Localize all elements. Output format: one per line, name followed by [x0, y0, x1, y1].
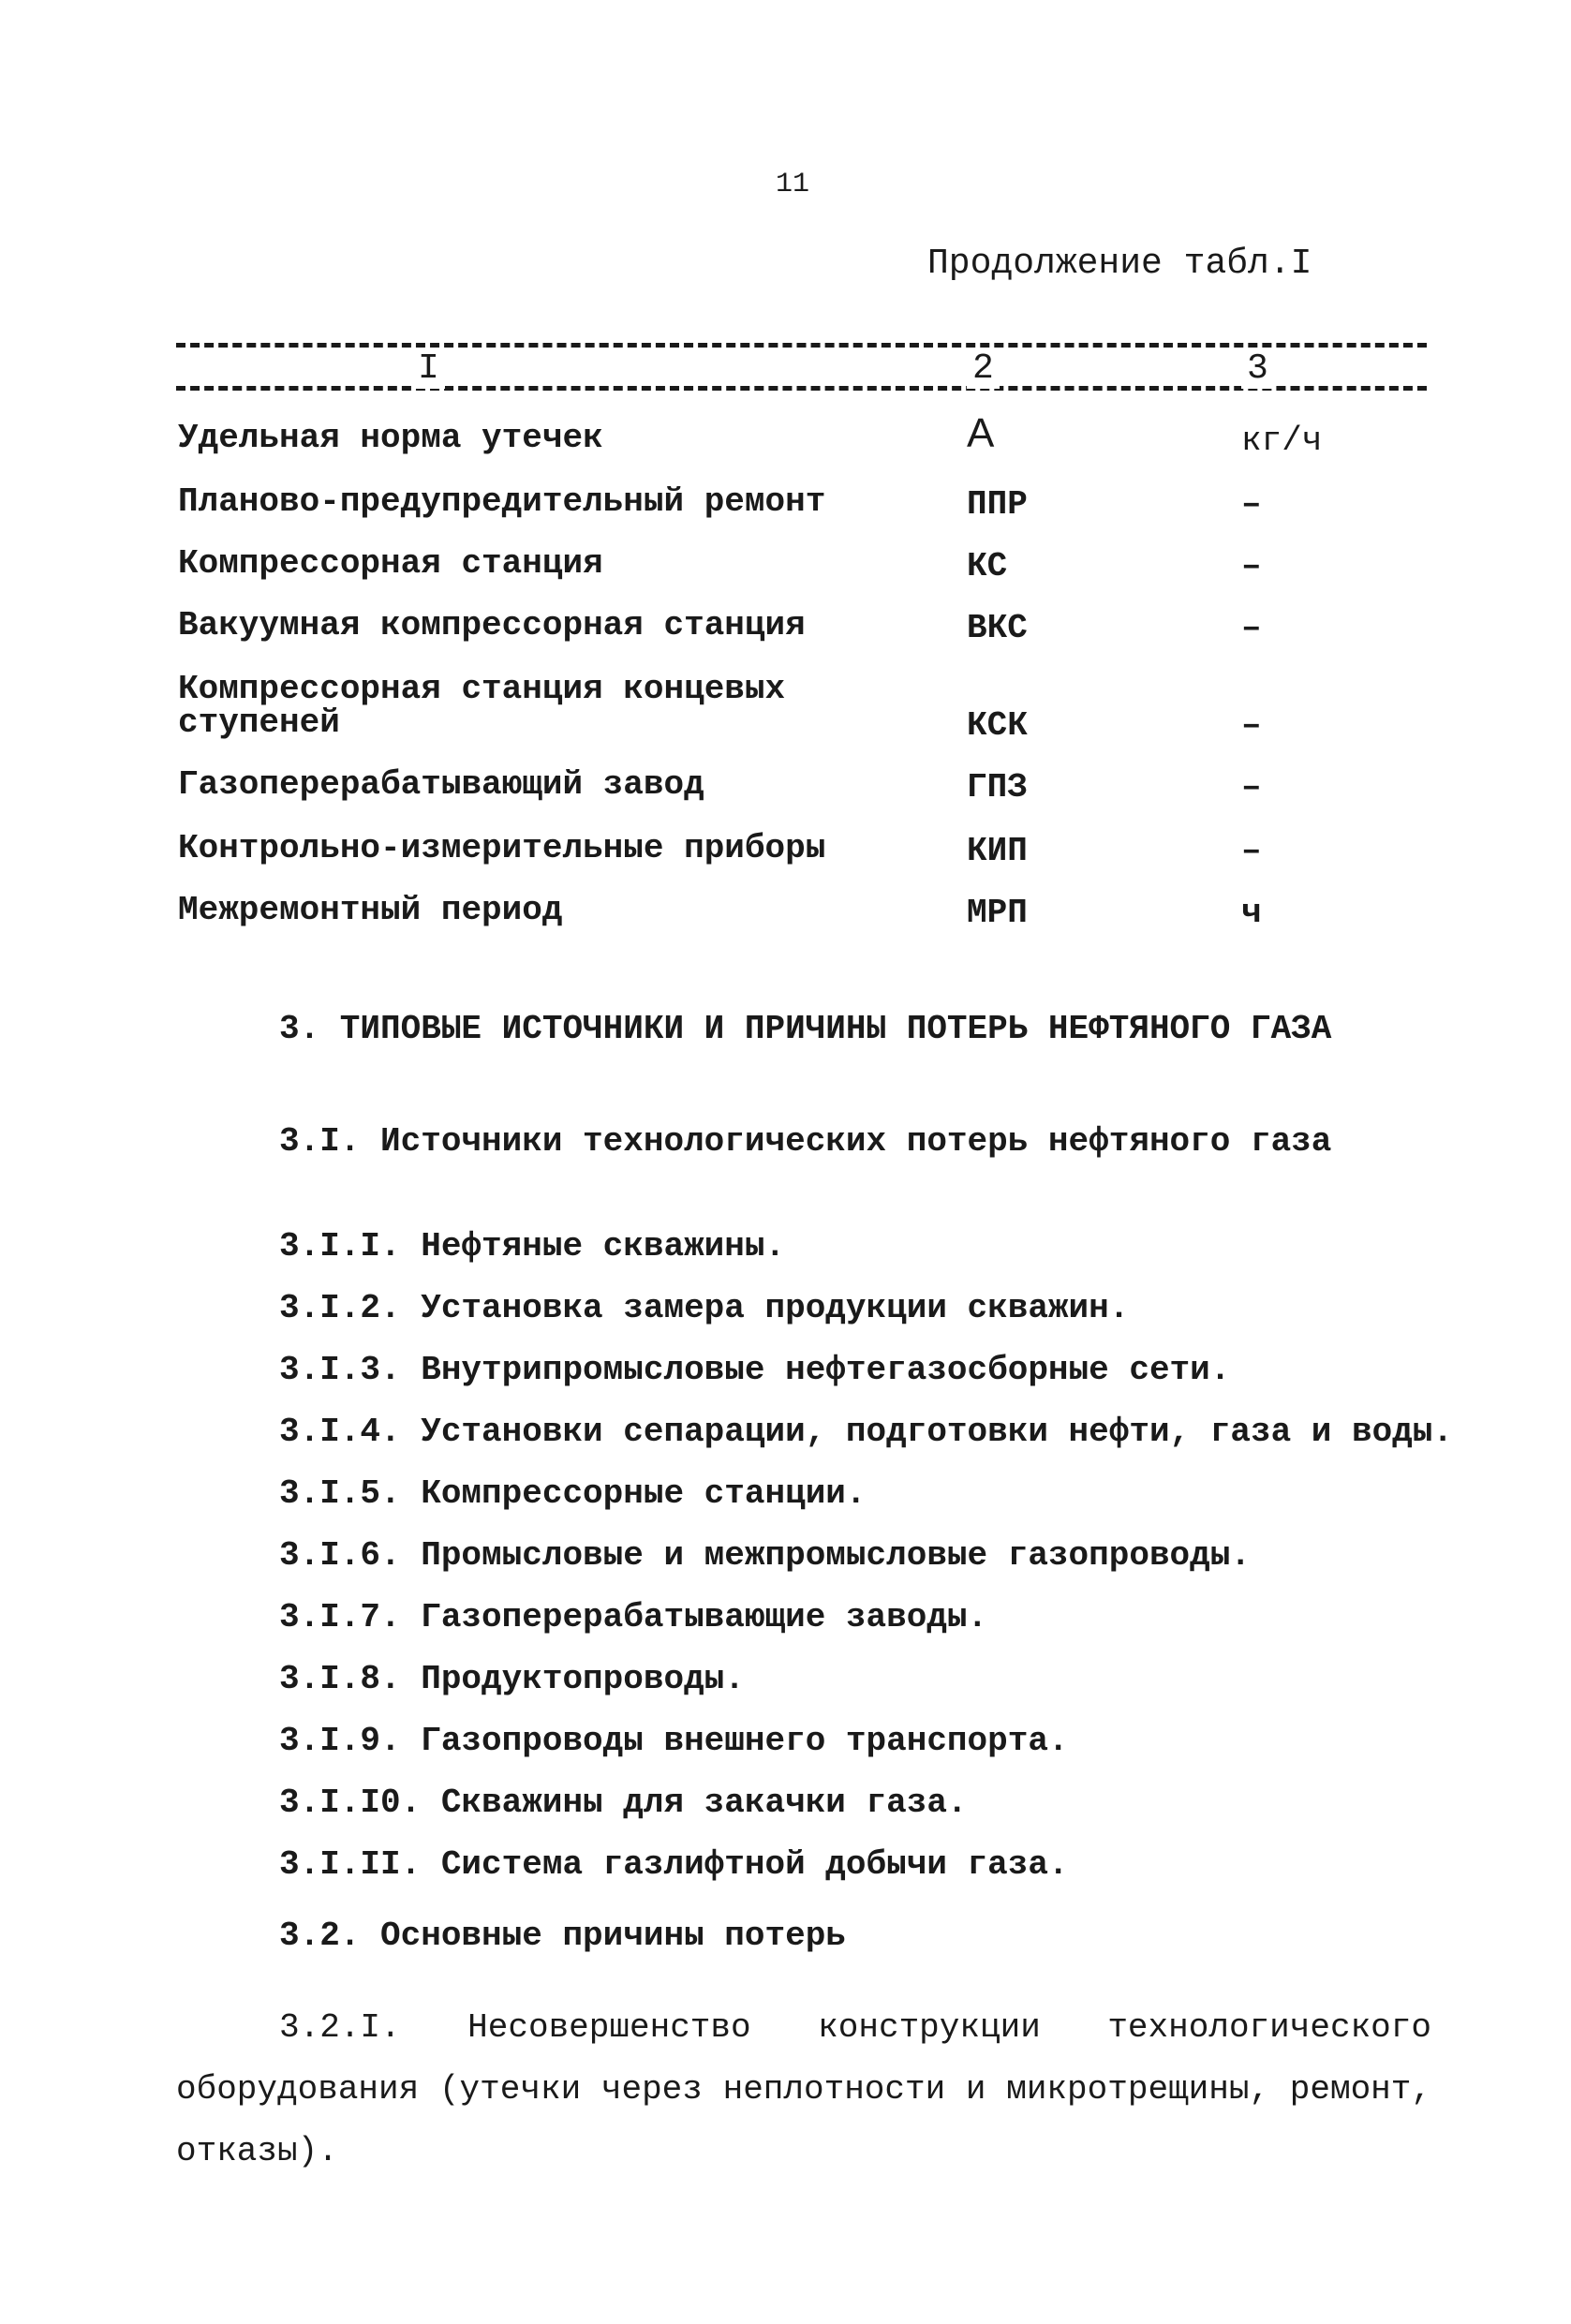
column-header-3: 3 — [1241, 348, 1274, 389]
list-item: 3.I.2. Установка замера продукции скважин. — [279, 1289, 1130, 1327]
row-abbr: ГПЗ — [967, 768, 1028, 807]
row-name: Компрессорная станция концевых ступеней — [178, 670, 786, 742]
row-unit: – — [1241, 706, 1262, 745]
row-abbr: А — [967, 410, 995, 456]
column-header-2: 2 — [967, 348, 1000, 389]
row-unit: ч — [1241, 894, 1262, 932]
row-abbr: КСК — [967, 706, 1028, 745]
row-name: Газоперерабатывающий завод — [178, 765, 704, 804]
column-header-1: I — [412, 348, 445, 389]
list-item: 3.I.I0. Скважины для закачки газа. — [279, 1784, 968, 1822]
list-item: 3.I.4. Установки сепарации, подготовки нефти, газа и воды. — [279, 1413, 1454, 1451]
row-unit: – — [1241, 609, 1262, 647]
table-header-rule — [176, 386, 1427, 391]
list-item: 3.I.9. Газопроводы внешнего транспорта. — [279, 1722, 1069, 1760]
list-item: 3.I.6. Промысловые и межпромысловые газопроводы. — [279, 1536, 1251, 1575]
table-top-rule — [176, 343, 1427, 348]
subsection-title-sources: 3.I. Источники технологических потерь нефтяного газа — [279, 1122, 1332, 1161]
table-continuation-label: Продолжение табл.I — [927, 244, 1312, 284]
row-name: Удельная норма утечек — [178, 419, 603, 457]
row-name: Контрольно-измерительные приборы — [178, 829, 826, 867]
body-paragraph: 3.2.I. Несовершенство конструкции технологического оборудования (утечки через неплотности и микротрещины, ремонт, отказы). — [176, 2008, 1431, 2170]
row-name: Межремонтный период — [178, 891, 563, 929]
row-name: Планово-предупредительный ремонт — [178, 482, 826, 521]
row-unit: – — [1241, 832, 1262, 870]
row-unit: – — [1241, 485, 1262, 524]
row-name: Компрессорная станция — [178, 544, 603, 583]
list-item: 3.I.8. Продуктопроводы. — [279, 1660, 745, 1698]
list-item: 3.I.II. Система газлифтной добычи газа. — [279, 1845, 1069, 1884]
list-item: 3.I.7. Газоперерабатывающие заводы. — [279, 1598, 988, 1636]
row-abbr: ВКС — [967, 609, 1028, 647]
row-name: Вакуумная компрессорная станция — [178, 606, 806, 644]
subsection-title-causes: 3.2. Основные причины потерь — [279, 1917, 846, 1955]
section-title: 3. ТИПОВЫЕ ИСТОЧНИКИ И ПРИЧИНЫ ПОТЕРЬ НЕФТЯНОГО ГАЗА — [279, 1010, 1332, 1048]
row-abbr: КИП — [967, 832, 1028, 870]
row-abbr: МРП — [967, 894, 1028, 932]
list-item: 3.I.I. Нефтяные скважины. — [279, 1227, 786, 1266]
row-abbr: КС — [967, 547, 1008, 585]
row-abbr: ППР — [967, 485, 1028, 524]
list-item: 3.I.5. Компрессорные станции. — [279, 1474, 867, 1513]
row-unit: – — [1241, 768, 1262, 807]
row-unit: – — [1241, 547, 1262, 585]
page-number: 11 — [776, 169, 810, 200]
list-item: 3.I.3. Внутрипромысловые нефтегазосборные сети. — [279, 1351, 1231, 1389]
row-unit: кг/ч — [1241, 422, 1323, 460]
